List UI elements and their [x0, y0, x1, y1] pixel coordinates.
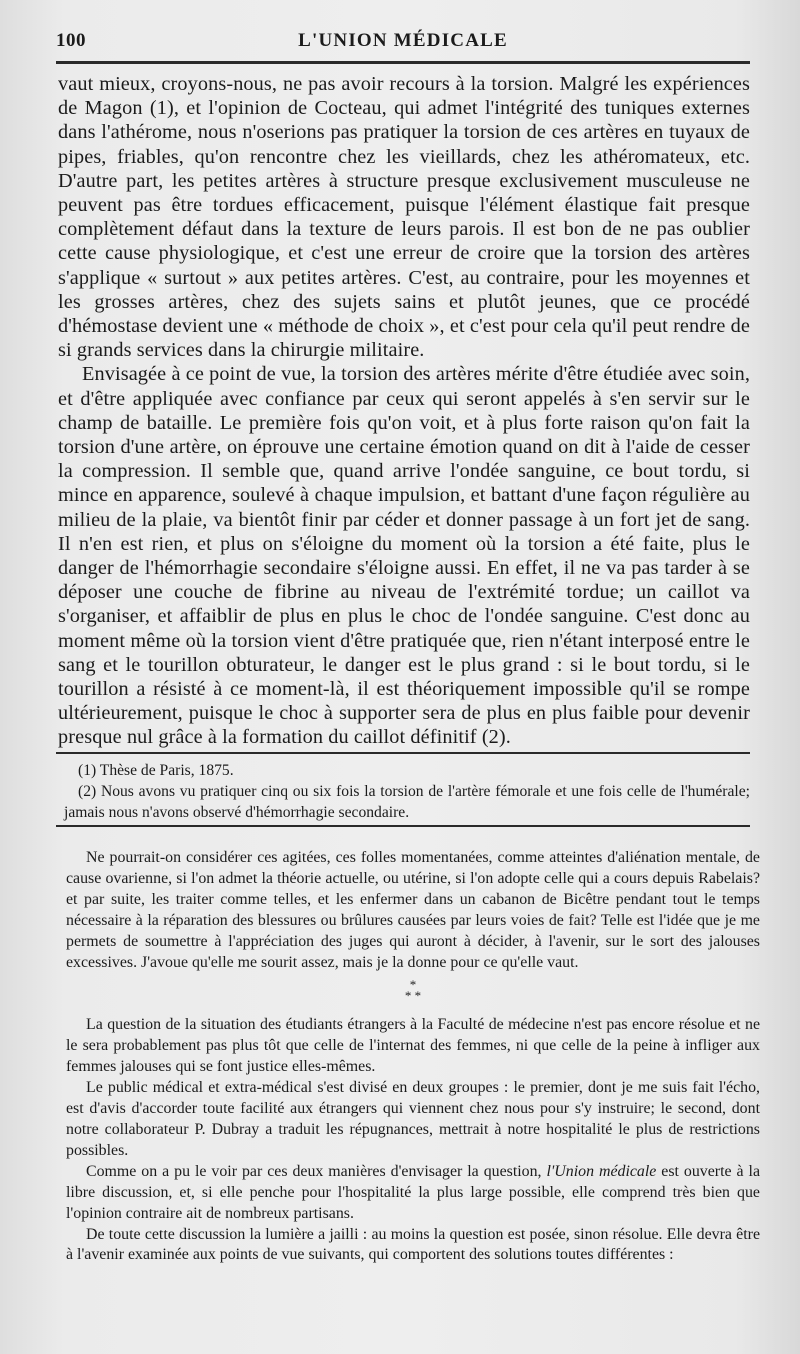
section-rule [56, 825, 750, 827]
page-number: 100 [56, 30, 86, 51]
footnote-2: (2) Nous avons vu pratiquer cinq ou six fois la torsion de l'artère fémorale et une fois celle de l'humérale; jamais nous n'avons observé d'hémorrhagie secondaire. [64, 783, 750, 821]
header-rule [56, 61, 750, 64]
asterism-separator [66, 977, 760, 1004]
footnote-rule [56, 752, 750, 754]
main-article-text [58, 72, 750, 750]
footnote-1: (1) Thèse de Paris, 1875. [78, 762, 234, 779]
column-paragraph-5: De toute cette discussion la lumière a jailli : au moins la question est posée, sinon résolue. Elle devra être à l'avenir examinée aux points de vue suivants, qui comportent des solutions toutes différentes : [66, 1225, 760, 1264]
column-paragraph-2: La question de la situation des étudiants étrangers à la Faculté de médecine n'est pas encore résolue et ne le sera probablement pas plus tôt que celle de l'internat des femmes, ni que celle de la peine à infliger aux femmes jalouses qui se font justice elles-mêmes. [66, 1016, 760, 1076]
journal-title: L'UNION MÉDICALE [298, 30, 508, 51]
column-paragraph-3: Le public médical et extra-médical s'est divisé en deux groupes : le premier, dont je me suis fait l'écho, est d'avis d'accorder toute facilité aux étrangers qui viennent chez nous pour s'y instruire; le second, dont notre collaborateur P. Dubray a traduit les répugnances, mettrait à notre hospitalité le plus de restrictions possibles. [66, 1079, 760, 1159]
column-paragraph-1: Ne pourrait-on considérer ces agitées, ces folles momentanées, comme atteintes d'aliénation mentale, de cause ovarienne, si l'on admet la théorie actuelle, ou utérine, si l'on adopte celle qui a cours depuis Rabelais? et par suite, les traiter comme telles, et les enfermer dans un cabanon de Bicêtre pendant tout le temps nécessaire à la réparation des blessures ou brûlures causées par leurs voies de fait? Telle est l'idée que je me permets de soumettre à l'appréciation des juges qui auront à décider, à l'avenir, sur le sort des jalouses excessives. J'avoue qu'elle me sourit assez, mais je la donne pour ce qu'elle vaut. [66, 849, 760, 971]
paragraph-4-text-after: est ouverte à la libre discussion, et, si elle penche pour l'hospitalité la plus large possible, elle comprend très bien que l'opinion contraire ait de nombreux partisans. [66, 1162, 760, 1222]
asterism-bottom: * * [404, 988, 422, 1004]
main-paragraph-1: vaut mieux, croyons-nous, ne pas avoir recours à la torsion. Malgré les expériences de Magon (1), et l'opinion de Cocteau, qui admet l'intégrité des tuniques externes dans l'athérome, nous n'oserions pas pratiquer la torsion de ces artères en tuyaux de pipes, friables, qu'on rencontre chez les vieillards, chez les athéromateux, etc. D'autre part, les petites artères à structure presque exclusivement musculeuse ne peuvent pas être tordues efficacement, puisque l'élément élastique fait presque complètement défaut dans la texture de leurs parois. Il est bon de ne pas oublier cette cause physiologique, et c'est une erreur de croire que la torsion des artères s'applique « surtout » aux petites artères. C'est, au contraire, pour les moyennes et les grosses artères, chez des sujets sains et plutôt jeunes, que ce procédé d'hémostase devient une « méthode de choix », et c'est pour cela qu'il peut rendre de si grands services dans la chirurgie militaire. [58, 73, 750, 362]
column-section [66, 848, 760, 1266]
running-header [56, 26, 750, 60]
footnotes [64, 760, 750, 823]
paragraph-4-text-before: Comme on a pu le voir par ces deux manières d'envisager la question, [86, 1162, 547, 1180]
column-paragraph-4 [66, 1162, 760, 1225]
journal-name-italic: l'Union médicale [546, 1162, 657, 1180]
asterism-top: * [409, 977, 417, 993]
main-paragraph-2: Envisagée à ce point de vue, la torsion des artères mérite d'être étudiée avec soin, et d'être appliquée avec confiance par ceux qui seront appelés à s'en servir sur le champ de bataille. Le première fois qu'on voit, et à plus forte raison qu'on fait la torsion d'une artère, on éprouve une certaine émotion quand on dit à l'aide de cesser la compression. Il semble que, quand arrive l'ondée sanguine, ce bout tordu, si mince en apparence, soulevé à chaque impulsion, et battant d'une façon régulière au milieu de la plaie, va bientôt finir par céder et donner passage à un fort jet de sang. Il n'en est rien, et plus on s'éloigne du moment où la torsion a été faite, plus le danger de l'hémorrhagie secondaire s'éloigne aussi. En effet, il ne va pas tarder à se déposer une couche de fibrine au niveau de l'extrémité tordue; un caillot va s'organiser, et affaiblir de plus en plus le choc de l'ondée sanguine. C'est donc au moment même où la torsion vient d'être pratiquée que, rien n'étant interposé entre le sang et le tourillon obturateur, le danger est le plus grand : si le bout tordu, si le tourillon a résisté à ce moment-là, il est théoriquement impossible qu'il se rompe ultérieurement, puisque le choc à supporter sera de plus en plus faible pour devenir presque nul grâce à la formation du caillot définitif (2). [58, 363, 750, 749]
